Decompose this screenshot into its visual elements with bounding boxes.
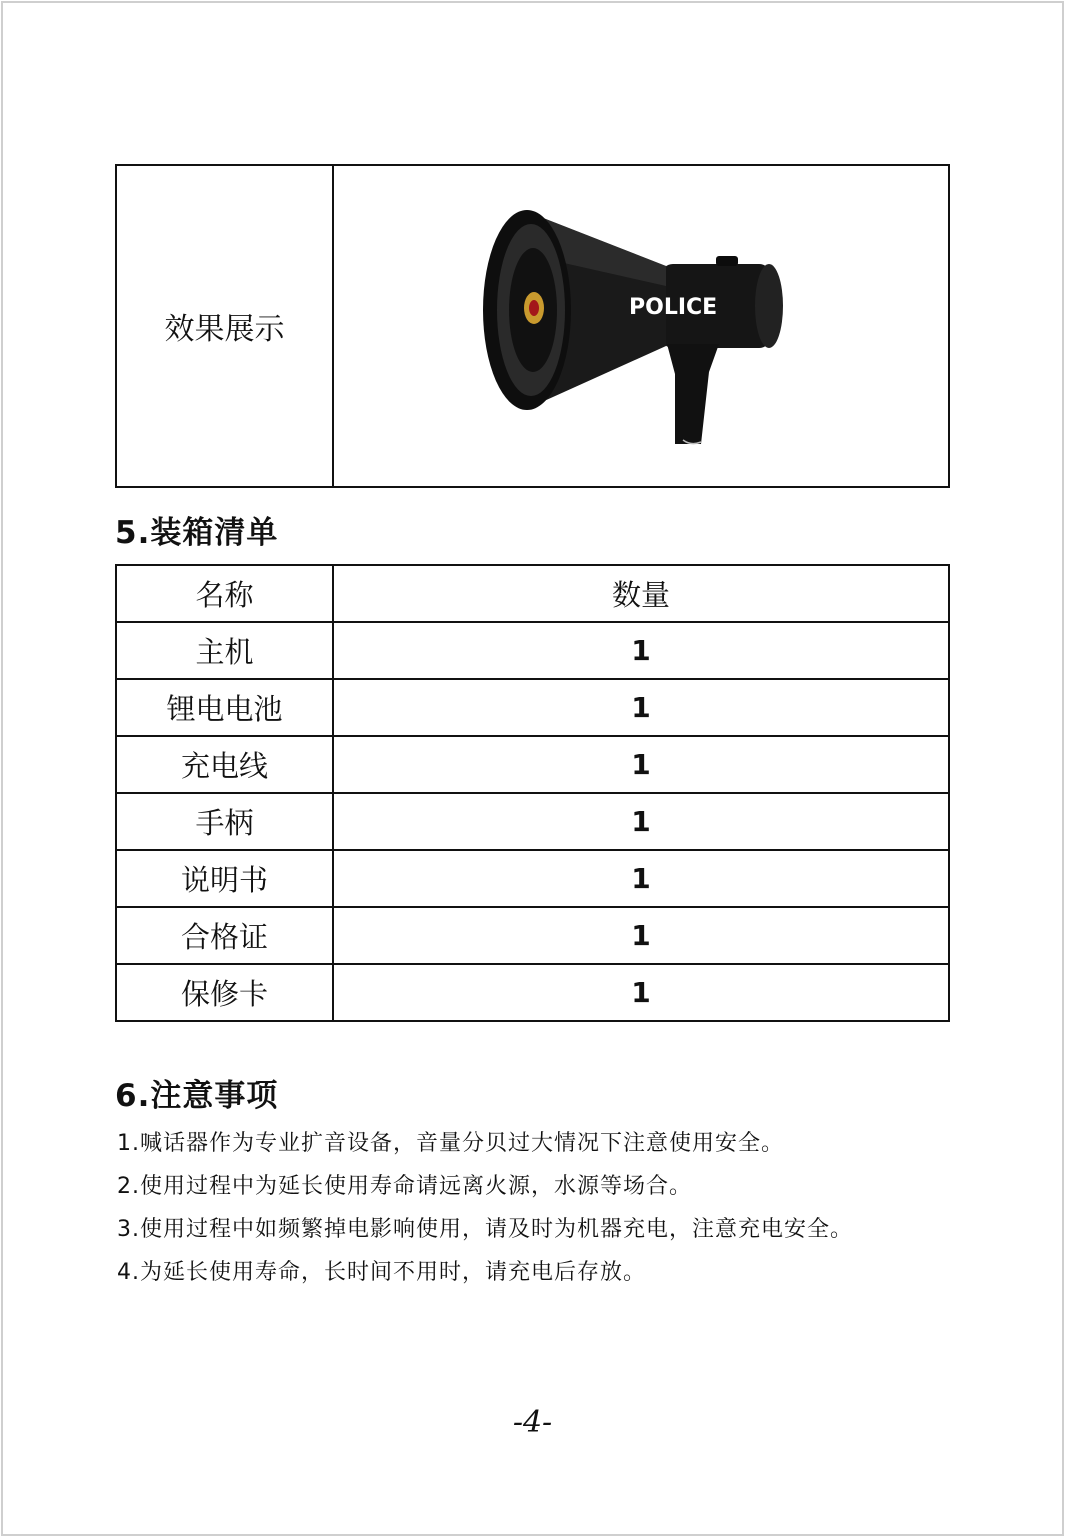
header-name: 名称 xyxy=(116,565,333,622)
item-quantity: 1 xyxy=(333,622,949,679)
item-name: 锂电电池 xyxy=(116,679,333,736)
item-quantity: 1 xyxy=(333,850,949,907)
item-quantity: 1 xyxy=(333,736,949,793)
item-quantity: 1 xyxy=(333,793,949,850)
table-row xyxy=(116,850,949,907)
list-item: 3.使用过程中如频繁掉电影响使用，请及时为机器充电，注意充电安全。 xyxy=(117,1217,853,1242)
notes-list xyxy=(117,1122,853,1294)
item-name: 主机 xyxy=(116,622,333,679)
item-name: 说明书 xyxy=(116,850,333,907)
item-quantity: 1 xyxy=(333,964,949,1021)
list-item: 4.为延长使用寿命，长时间不用时，请充电后存放。 xyxy=(117,1260,646,1285)
display-label: 效果展示 xyxy=(116,165,333,487)
page-number: -4- xyxy=(512,1405,553,1440)
table-row xyxy=(116,793,949,850)
table-header-row xyxy=(116,565,949,622)
megaphone-image xyxy=(471,196,811,456)
packing-list-table xyxy=(115,564,950,1022)
table-row xyxy=(116,736,949,793)
item-name: 合格证 xyxy=(116,907,333,964)
table-row xyxy=(116,622,949,679)
item-name: 手柄 xyxy=(116,793,333,850)
list-item: 2.使用过程中为延长使用寿命请远离火源，水源等场合。 xyxy=(117,1174,692,1199)
table-row xyxy=(116,679,949,736)
notes-title: 6.注意事项 xyxy=(115,1078,279,1114)
table-row xyxy=(116,907,949,964)
header-quantity: 数量 xyxy=(333,565,949,622)
display-image-cell xyxy=(333,165,949,487)
item-quantity: 1 xyxy=(333,679,949,736)
table-row xyxy=(116,964,949,1021)
item-name: 充电线 xyxy=(116,736,333,793)
item-name: 保修卡 xyxy=(116,964,333,1021)
megaphone-text: POLICE xyxy=(629,295,718,320)
display-table xyxy=(115,164,950,488)
item-quantity: 1 xyxy=(333,907,949,964)
packing-list-title: 5.装箱清单 xyxy=(115,515,279,551)
list-item: 1.喊话器作为专业扩音设备，音量分贝过大情况下注意使用安全。 xyxy=(117,1131,784,1156)
